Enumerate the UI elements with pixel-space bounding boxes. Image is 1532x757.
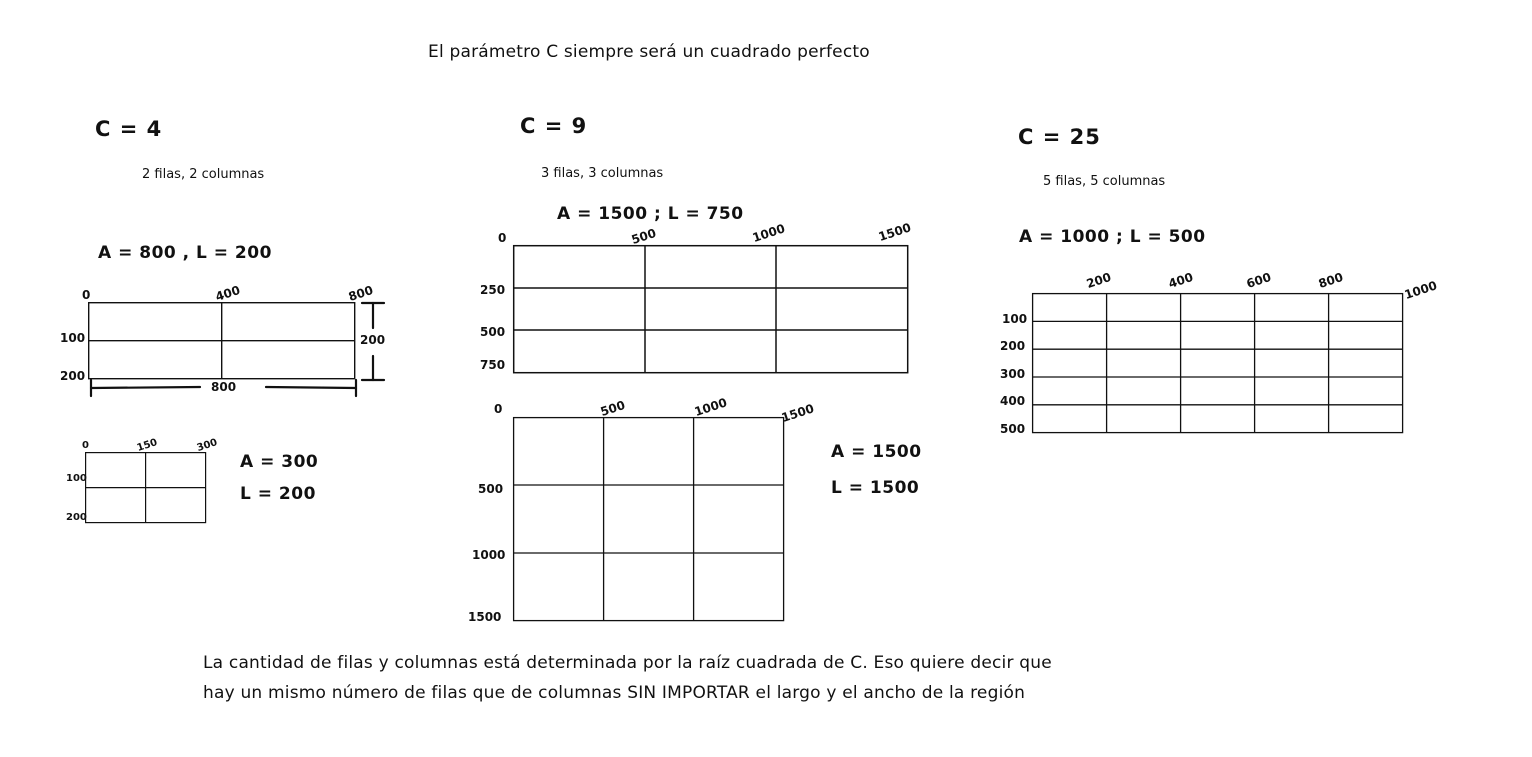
xtick-c25-ex1-2: 600 (1244, 269, 1273, 291)
grid-c4-ex2 (85, 452, 209, 526)
ytick-c4-ex1-2: 200 (60, 369, 86, 383)
case-rows-cols-c25: 5 filas, 5 columnas (1043, 174, 1166, 189)
ytick-c9-ex2-3: 1500 (468, 610, 502, 624)
xtick-c4-ex2-0: 0 (82, 440, 89, 451)
xtick-c25-ex1-4: 1000 (1402, 278, 1439, 302)
case-label-c9: C = 9 (520, 114, 588, 138)
ytick-c9-ex1-3: 750 (480, 358, 506, 372)
height-annotation-c4-ex1: 200 (360, 333, 386, 347)
ytick-c25-ex1-2: 300 (1000, 367, 1026, 381)
grid-c9-ex1 (513, 245, 911, 376)
ytick-c4-ex2-1: 100 (66, 473, 87, 484)
ytick-c25-ex1-4: 500 (1000, 422, 1026, 436)
ytick-c4-ex2-2: 200 (66, 512, 87, 523)
dims-label-l-c9-ex2: L = 1500 (831, 478, 920, 498)
xtick-c9-ex2-3: 1500 (779, 401, 816, 425)
xtick-c9-ex2-1: 500 (598, 397, 627, 419)
case-rows-cols-c4: 2 filas, 2 columnas (142, 167, 265, 182)
page-title: El parámetro C siempre será un cuadrado perfecto (428, 42, 870, 62)
case-label-c25: C = 25 (1018, 125, 1101, 149)
dims-label-c25-ex1: A = 1000 ; L = 500 (1019, 227, 1206, 247)
xtick-c4-ex2-2: 300 (195, 437, 219, 454)
dims-label-c4-ex1: A = 800 , L = 200 (98, 243, 272, 263)
xtick-c25-ex1-0: 200 (1084, 269, 1113, 291)
xtick-c9-ex1-0: 0 (498, 231, 507, 245)
xtick-c4-ex2-1: 150 (135, 437, 159, 454)
ytick-c4-ex1-1: 100 (60, 331, 86, 345)
xtick-c25-ex1-1: 400 (1166, 269, 1195, 291)
xtick-c25-ex1-3: 800 (1316, 269, 1345, 291)
dims-label-l-c4-ex2: L = 200 (240, 484, 316, 504)
ytick-c25-ex1-3: 400 (1000, 394, 1026, 408)
case-rows-cols-c9: 3 filas, 3 columnas (541, 166, 664, 181)
ytick-c25-ex1-1: 200 (1000, 339, 1026, 353)
footer-line-1: La cantidad de filas y columnas está determinada por la raíz cuadrada de C. Eso quiere decir que (203, 653, 1052, 673)
xtick-c9-ex1-1: 500 (629, 225, 658, 247)
dims-label-a-c4-ex2: A = 300 (240, 452, 319, 472)
ytick-c9-ex2-2: 1000 (472, 548, 506, 562)
xtick-c4-ex1-1: 400 (213, 282, 242, 304)
ytick-c9-ex2-1: 500 (478, 482, 504, 496)
dims-label-c9-ex1: A = 1500 ; L = 750 (557, 204, 744, 224)
xtick-c9-ex2-0: 0 (494, 402, 503, 416)
grid-c4-ex1 (88, 302, 358, 380)
width-annotation-c4-ex1: 800 (211, 380, 237, 394)
xtick-c9-ex1-3: 1500 (876, 220, 913, 244)
case-label-c4: C = 4 (95, 117, 163, 141)
dims-label-a-c9-ex2: A = 1500 (831, 442, 922, 462)
xtick-c4-ex1-2: 800 (346, 282, 375, 304)
ytick-c9-ex1-1: 250 (480, 283, 506, 297)
xtick-c4-ex1-0: 0 (82, 288, 91, 302)
ytick-c25-ex1-0: 100 (1002, 312, 1028, 326)
xtick-c9-ex1-2: 1000 (750, 221, 787, 245)
xtick-c9-ex2-2: 1000 (692, 395, 729, 419)
grid-c9-ex2 (513, 417, 787, 624)
ytick-c9-ex1-2: 500 (480, 325, 506, 339)
footer-line-2: hay un mismo número de filas que de columnas SIN IMPORTAR el largo y el ancho de la región (203, 683, 1026, 703)
grid-c25-ex1 (1032, 293, 1406, 436)
